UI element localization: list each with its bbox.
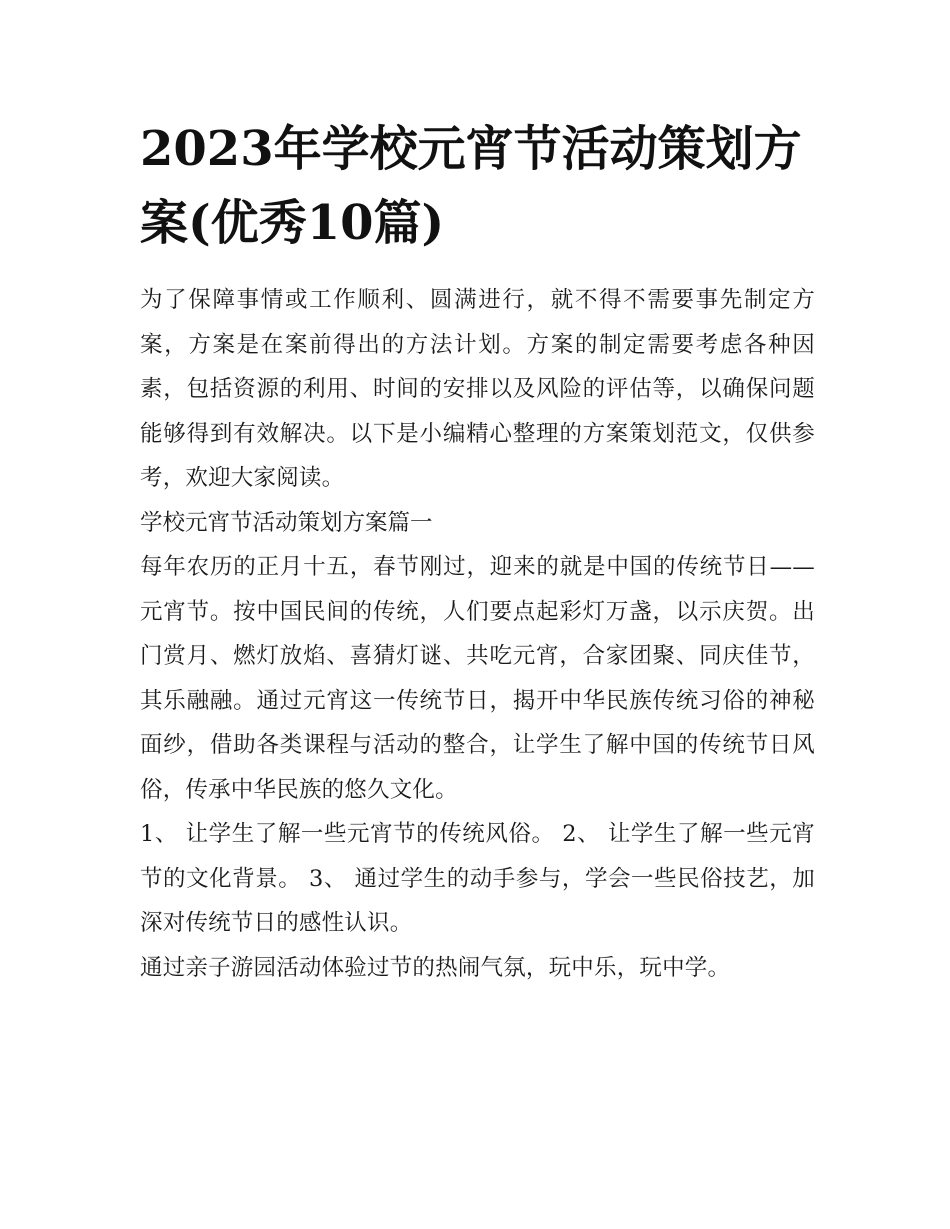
background-paragraph: 每年农历的正月十五，春节刚过，迎来的就是中国的传统节日——元宵节。按中国民间的传统，人们要点起彩灯万盏，以示庆贺。出门赏月、燃灯放焰、喜猜灯谜、共吃元宵，合家团聚、同庆佳节，其乐融融。通过元宵这一传统节日，揭开中华民族传统习俗的神秘面纱，借助各类课程与活动的整合，让学生了解中国的传统节日风俗，传承中华民族的悠久文化。 <box>140 554 815 803</box>
activity-paragraph: 通过亲子游园活动体验过节的热闹气氛，玩中乐，玩中学。 <box>140 954 731 981</box>
intro-paragraph: 为了保障事情或工作顺利、圆满进行，就不得不需要事先制定方案，方案是在案前得出的方法计划。方案的制定需要考虑各种因素，包括资源的利用、时间的安排以及风险的评估等，以确保问题能够得到有效解决。以下是小编精心整理的方案策划范文，仅供参考，欢迎大家阅读。 <box>140 287 815 491</box>
document-title: 2023年学校元宵节活动策划方案(优秀10篇) <box>140 121 802 251</box>
document-body <box>140 278 815 990</box>
section-heading: 学校元宵节活动策划方案篇一 <box>140 509 433 536</box>
objectives-paragraph: 1、 让学生了解一些元宵节的传统风俗。 2、 让学生了解一些元宵节的文化背景。 3、 通过学生的动手参与，学会一些民俗技艺，加深对传统节日的感性认识。 <box>140 821 815 936</box>
